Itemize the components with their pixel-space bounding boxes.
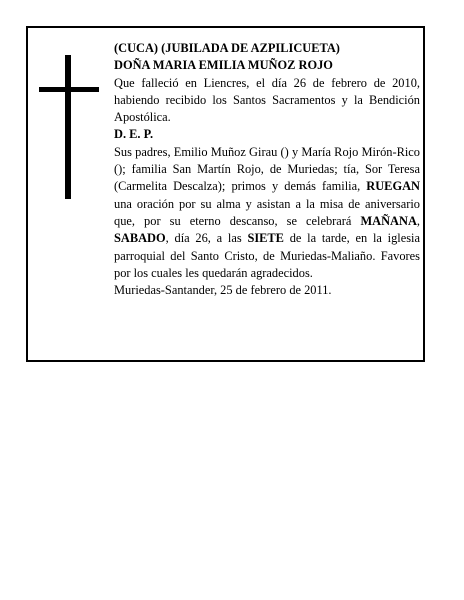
family-members: Sus padres, Emilio Muñoz Girau () y María Rojo Mirón-Rico (); familia San Martín Rojo, de Muriedas; tía, Sor Teresa (Carmelita Descalza); primos y demás familia,: [114, 144, 420, 194]
notice-text: [114, 40, 420, 299]
cross-vertical-bar: [65, 55, 71, 199]
death-information: Que falleció en Liencres, el día 26 de febrero de 2010, habiendo recibido los Santos Sacramentos y la Bendición Apostólica.: [114, 75, 420, 125]
rest-in-peace: D. E. P.: [114, 127, 154, 142]
ruegan-text: RUEGAN: [366, 179, 420, 194]
comma-separator: ,: [416, 213, 420, 228]
signature-line: Muriedas-Santander, 25 de febrero de 2011.: [114, 283, 332, 298]
siete-text: SIETE: [247, 231, 284, 246]
notice-heading-nickname: (CUCA) (JUBILADA DE AZPILICUETA): [114, 41, 340, 55]
mass-location-text: de la tarde, en la iglesia parroquial del Santo Cristo, de Muriedas-Maliaño. Favores por los cuales les quedarán agradecidos.: [114, 231, 420, 280]
obituary-notice: [26, 26, 425, 362]
mass-request-text: una oración por su alma y asistan a la misa de aniversario que, por su eterno descanso, se celebrará: [114, 196, 420, 228]
manana-text: MAÑANA: [360, 213, 417, 228]
family-paragraph: [114, 144, 420, 282]
cross-icon: [39, 55, 99, 199]
mass-day-text: , día 26, a las: [165, 231, 248, 246]
cross-horizontal-bar: [39, 87, 99, 92]
notice-heading-name: DOÑA MARIA EMILIA MUÑOZ ROJO: [114, 58, 333, 73]
sabado-text: SABADO: [114, 231, 166, 246]
